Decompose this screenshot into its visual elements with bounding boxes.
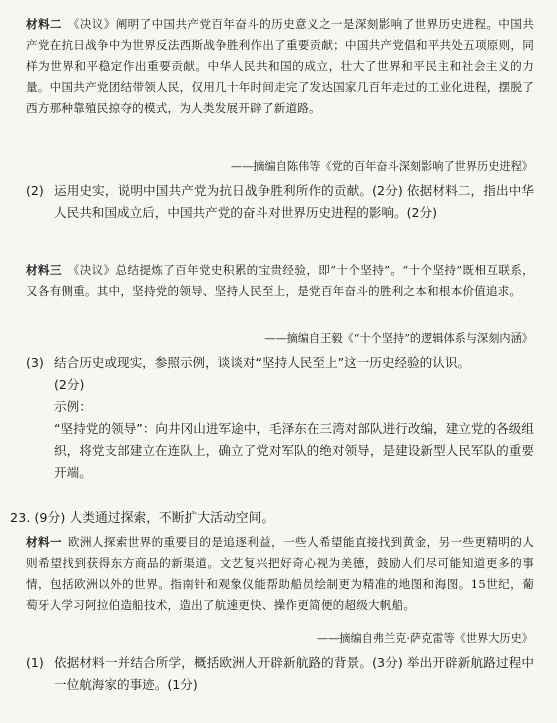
material-three-body: 《决议》总结提炼了百年党史积累的宝贵经验，即“十个坚持”。“十个坚持”既相互联系，又各有侧重。其中，坚持党的领导、坚持人民至上，是党百年奋斗的胜利之本和根本价值追求。	[26, 263, 534, 298]
question-3-number: (3)	[26, 355, 44, 370]
question-3-text: 结合历史或现实，参照示例，谈谈对“坚持人民至上”这一历史经验的认识。	[54, 355, 471, 370]
question-23-1-text: 依据材料一并结合所学，概括欧洲人开辟新航路的背景。(3分) 举出开辟新航路过程中一位航海家的事迹。(1分)	[54, 655, 534, 692]
material-two-source: ——摘编自陈伟等《党的百年奋斗深刻影响了世界历史进程》	[230, 160, 533, 173]
question-23-header: 23. (9分) 人类通过探索，不断扩大活动空间。	[10, 511, 275, 526]
question-23-1-number: (1)	[26, 655, 44, 670]
material-one-source: ——摘编自弗兰克·萨克雷等《世界大历史》	[316, 632, 533, 645]
question-2	[26, 180, 534, 224]
material-three-source: ——摘编自王毅《“十个坚持”的逻辑体系与深刻内涵》	[264, 332, 533, 345]
material-one-label: 材料一	[26, 535, 62, 549]
material-two	[26, 14, 534, 119]
question-2-text: 运用史实，说明中国共产党为抗日战争胜利所作的贡献。(2分) 依据材料二，指出中华人民共和国成立后，中国共产党的奋斗对世界历史进程的影响。(2分)	[54, 183, 534, 220]
question-2-number: (2)	[26, 183, 44, 198]
material-one-body: 欧洲人探索世界的重要目的是追逐利益，一些人希望能直接找到黄金，另一些更精明的人则希望找到获得东方商品的新渠道。文艺复兴把好奇心视为美德，鼓励人们尽可能知道更多的事情，包括欧洲以外的世界。指南针和观象仪能帮助船员绘制更为精准的地图和海图。15世纪，葡萄牙人学习阿拉伯造船技术，造出了航速更快、操作更简便的超级大帆船。	[26, 535, 534, 612]
example-text: “坚持党的领导”：向井冈山进军途中，毛泽东在三湾对部队进行改编，建立党的各级组织，将党支部建立在连队上，确立了党对军队的绝对领导，是建设新型人民军队的重要开端。	[54, 421, 534, 480]
material-three	[26, 260, 534, 302]
material-one	[26, 532, 534, 616]
question-3-score: (2分)	[54, 377, 85, 392]
question-23-1	[26, 652, 534, 696]
example-label: 示例：	[54, 399, 92, 414]
material-two-body: 《决议》阐明了中国共产党百年奋斗的历史意义之一是深刻影响了世界历史进程。中国共产党在抗日战争中为世界反法西斯战争胜利作出了重要贡献；中国共产党倡和平共处五项原则，同样为世界和平稳定作出重要贡献。中华人民共和国的成立，壮大了世界和平民主和社会主义的力量。中国共产党团结带领人民，仅用几十年时间走完了发达国家几百年走过的工业化进程，摆脱了西方那种靠殖民掠夺的模式，为人类发展开辟了新道路。	[26, 17, 534, 115]
question-3	[26, 352, 534, 374]
material-three-label: 材料三	[26, 263, 62, 277]
material-two-label: 材料二	[26, 17, 62, 31]
